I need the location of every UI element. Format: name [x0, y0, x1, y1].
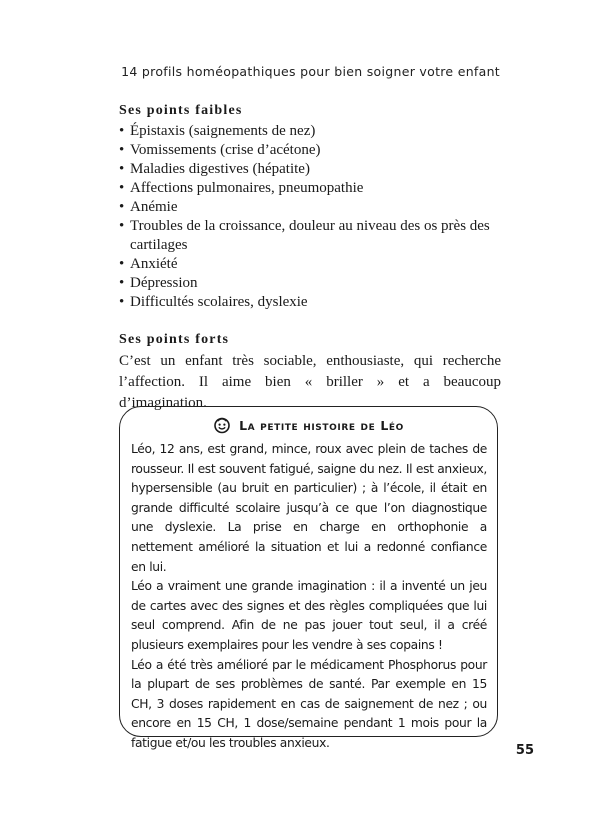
list-item — [119, 274, 501, 293]
list-item-text: Anxiété — [130, 256, 178, 272]
story-paragraph: Léo a été très amélioré par le médicament Phosphorus pour la plupart de ses problèmes de santé. Par exemple en 15 CH, 3 doses rapidement en cas de saignement de nez ; ou encore en 15 CH, 1 dose/semaine pendant 1 mois pour la fatigue et/ou les troubles anxieux. — [131, 657, 487, 750]
list-item — [119, 179, 501, 198]
bullet-icon: • — [119, 123, 125, 139]
weak-points-title: Ses points faibles — [119, 103, 243, 118]
story-paragraph: Léo, 12 ans, est grand, mince, roux avec plein de taches de rousseur. Il est souvent fatigué, saigne du nez. Il est anxieux, hypersensible (au bruit en particulier) ; à l’école, il était en grande difficulté scolaire jusqu’à ce que l’on diagnostique une dyslexie. La prise en charge en orthophonie a nettement amélioré la situation et lui a redonné confiance en lui. — [131, 442, 487, 574]
story-text — [131, 440, 487, 754]
bullet-icon: • — [119, 256, 125, 272]
strong-points-text: C’est un enfant très sociable, enthousiaste, qui recherche l’affection. Il aime bien « briller » et a beaucoup d’imagination. — [119, 353, 501, 411]
bullet-icon: • — [119, 180, 125, 196]
list-item-text: Affections pulmonaires, pneumopathie — [130, 180, 364, 196]
bullet-icon: • — [119, 294, 125, 310]
list-item — [119, 141, 501, 160]
list-item — [119, 217, 501, 255]
list-item-text: Maladies digestives (hépatite) — [130, 161, 310, 177]
list-item — [119, 198, 501, 217]
story-title: La petite histoire de Léo — [239, 418, 404, 433]
bullet-icon: • — [119, 142, 125, 158]
strong-points-title: Ses points forts — [119, 332, 230, 347]
bullet-icon: • — [119, 218, 125, 234]
list-item-text: Épistaxis (saignements de nez) — [130, 123, 316, 139]
bullet-icon: • — [119, 161, 125, 177]
list-item — [119, 160, 501, 179]
weak-points-list — [119, 122, 501, 312]
list-item-text: Anémie — [130, 199, 178, 215]
list-item-text: Difficultés scolaires, dyslexie — [130, 294, 308, 310]
list-item-text: Dépression — [130, 275, 198, 291]
list-item — [119, 122, 501, 141]
story-paragraph: Léo a vraiment une grande imagination : il a inventé un jeu de cartes avec des signes et des règles compliquées que lui seul comprend. Afin de ne pas jouer tout seul, il a créé plusieurs exemplaires pour les vendre à ses copains ! — [131, 579, 487, 652]
list-item-text: Vomissements (crise d’acétone) — [130, 142, 321, 158]
strong-points-section — [119, 332, 501, 414]
weak-points-section — [119, 103, 501, 312]
list-item-text: Troubles de la croissance, douleur au niveau des os près des cartilages — [130, 218, 490, 253]
running-head: 14 profils homéopathiques pour bien soigner votre enfant — [121, 64, 500, 79]
bullet-icon: • — [119, 275, 125, 291]
smiley-face-icon — [213, 416, 231, 437]
story-title-row — [119, 416, 498, 437]
page-number: 55 — [515, 743, 534, 758]
bullet-icon: • — [119, 199, 125, 215]
list-item — [119, 293, 501, 312]
list-item — [119, 255, 501, 274]
